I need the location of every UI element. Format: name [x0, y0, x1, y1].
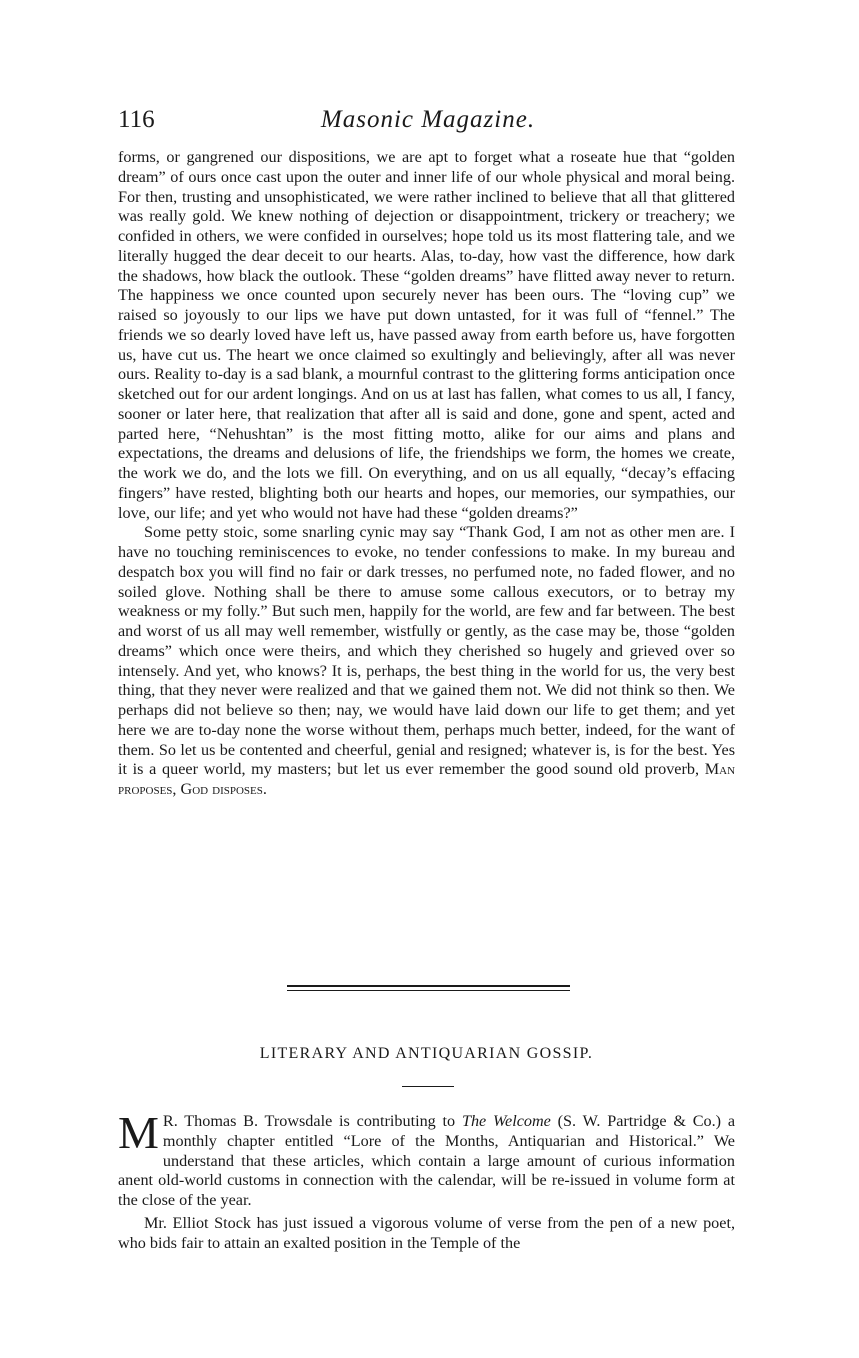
- gossip-paragraph-1: [118, 1107, 736, 1211]
- article-body: [118, 148, 735, 800]
- paragraph-2-text: Some petty stoic, some snarling cynic may say “Thank God, I am not as other men are. I have no touching reminiscences to evoke, no tender confessions to make. In my bureau and despatch box you will find no fair or dark tresses, no perfumed note, no faded flower, and no soiled glove. Nothing shall be there to amuse some callous executors, or to betray my weakness or my folly.” But such men, happily for the world, are few and far between. The best and worst of us all may well remember, wistfully or gently, as the case may be, those “golden dreams” which once were theirs, and which they cherished so hugely and grieved over so intensely. And yet, who knows? It is, perhaps, the best thing in the world for us, the very best thing, that they never were realized and that we gained them not. We did not think so then. We perhaps did not believe so then; nay, we would have laid down our life to get them; and yet here we are to-day none the worse without them, perhaps much better, indeed, for the want of them. So let us be contented and cheerful, genial and resigned; whatever is, is for the best. Yes it is a queer world, my masters; but let us ever remember the good sound old proverb,: [118, 523, 735, 779]
- running-title: Masonic Magazine.: [320, 106, 536, 133]
- article-paragraph-2: [118, 523, 735, 800]
- divider-thin-rule: [287, 990, 570, 991]
- gossip-p1-lead: R. Thomas B. Trowsdale is contributing to: [162, 1112, 456, 1130]
- page-header: [118, 106, 738, 140]
- divider-thick-rule: [287, 985, 570, 987]
- section-divider: [287, 985, 570, 991]
- gossip-p1-rest: (S. W. Partridge & Co.) a monthly chapter entitled “Lore of the Months, Antiquarian and Historical.” We understand that these articles, which contain a large amount of curious information anent old-world customs in connection with the calendar, will be re-issued in volume form at the close of the year.: [118, 1112, 736, 1209]
- publication-title: The Welcome: [461, 1112, 551, 1130]
- closing-proverb: Man proposes, God disposes.: [118, 760, 736, 798]
- gossip-paragraph-2: Mr. Elliot Stock has just issued a vigorous volume of verse from the pen of a new poet, who bids fair to attain an exalted position in the Temple of the: [118, 1213, 735, 1252]
- drop-cap: M: [118, 1107, 159, 1158]
- heading-rule: [402, 1086, 454, 1087]
- gossip-body: [118, 1107, 736, 1253]
- page-number: 116: [118, 106, 155, 133]
- section-heading: LITERARY AND ANTIQUARIAN GOSSIP.: [259, 1045, 594, 1062]
- article-paragraph-1: forms, or gangrened our dispositions, we are apt to forget what a roseate hue that “golden dream” of ours once cast upon the outer and inner life of our whole physical and moral being. For then, trusting and unsophisticated, we were rather inclined to believe that all that glittered was really gold. We knew nothing of dejection or disappointment, trickery or treachery; we confided in others, we were confided in ourselves; hope told us its most flattering tale, and we literally hugged the dear deceit to our hearts. Alas, to-day, how vast the difference, how dark the shadows, how black the outlook. These “golden dreams” have flitted away never to return. The happiness we once counted upon securely never has been ours. The “loving cup” we raised so joyously to our lips we have put down untasted, for it was full of “fennel.” The friends we so dearly loved have left us, have passed away from earth before us, have forgotten us, have cut us. The heart we once claimed so exultingly and believingly, after all was never ours. Reality to-day is a sad blank, a mournful contrast to the glittering forms anticipation once sketched out for our ardent longings. And on us at last has fallen, what comes to us all, I fancy, sooner or later here, that realization that after all is said and done, gone and spent, acted and parted here, “Nehushtan” is the most fitting motto, alike for our aims and plans and expectations, the dreams and delusions of life, the friendships we form, the homes we create, the work we do, and the lots we fill. On everything, and on us all equally, “decay’s effacing fingers” have rested, blighting both our hearts and hopes, our memories, our sympathies, our love, our life; and yet who would not have had these “golden dreams?”: [118, 148, 735, 522]
